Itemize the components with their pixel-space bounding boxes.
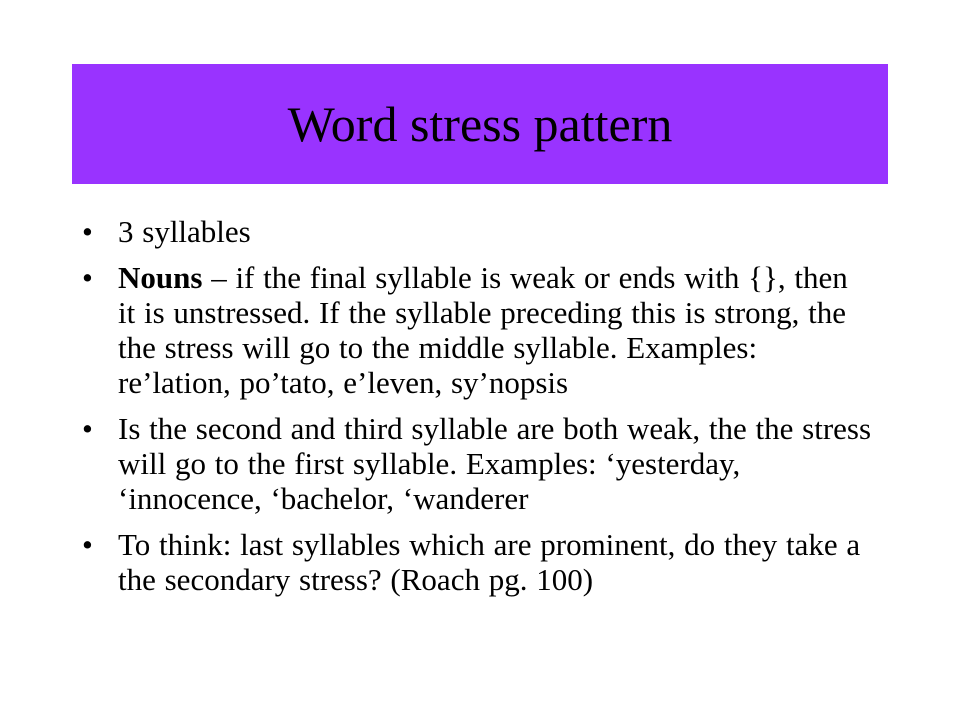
bullet-item <box>72 411 872 516</box>
bullet-item <box>72 260 872 400</box>
bullet-list <box>72 214 872 608</box>
bullet-text: To think: last syllables which are prominent, do they take a the secondary stress? (Roach pg. 100) <box>118 527 861 597</box>
bullet-text: 3 syllables <box>118 214 251 249</box>
title-bar <box>72 64 888 184</box>
slide-title: Word stress pattern <box>287 96 673 152</box>
bullet-item <box>72 527 872 597</box>
bullet-lead-term: Nouns <box>118 260 203 295</box>
bullet-dot-icon: • <box>82 260 93 295</box>
bullet-text: – if the final syllable is weak or ends with {}, then it is unstressed. If the syllable preceding this is strong, the the stress will go to the middle syllable. Examples: re’lation, po’tato, e’leven, sy’nopsis <box>118 260 848 400</box>
bullet-dot-icon: • <box>82 214 93 249</box>
bullet-item <box>72 214 872 249</box>
bullet-text: Is the second and third syllable are both weak, the the stress will go to the first syllable. Examples: ‘yesterday, ‘innocence, ‘bachelor, ‘wanderer <box>118 411 872 516</box>
bullet-dot-icon: • <box>82 527 93 562</box>
bullet-dot-icon: • <box>82 411 93 446</box>
